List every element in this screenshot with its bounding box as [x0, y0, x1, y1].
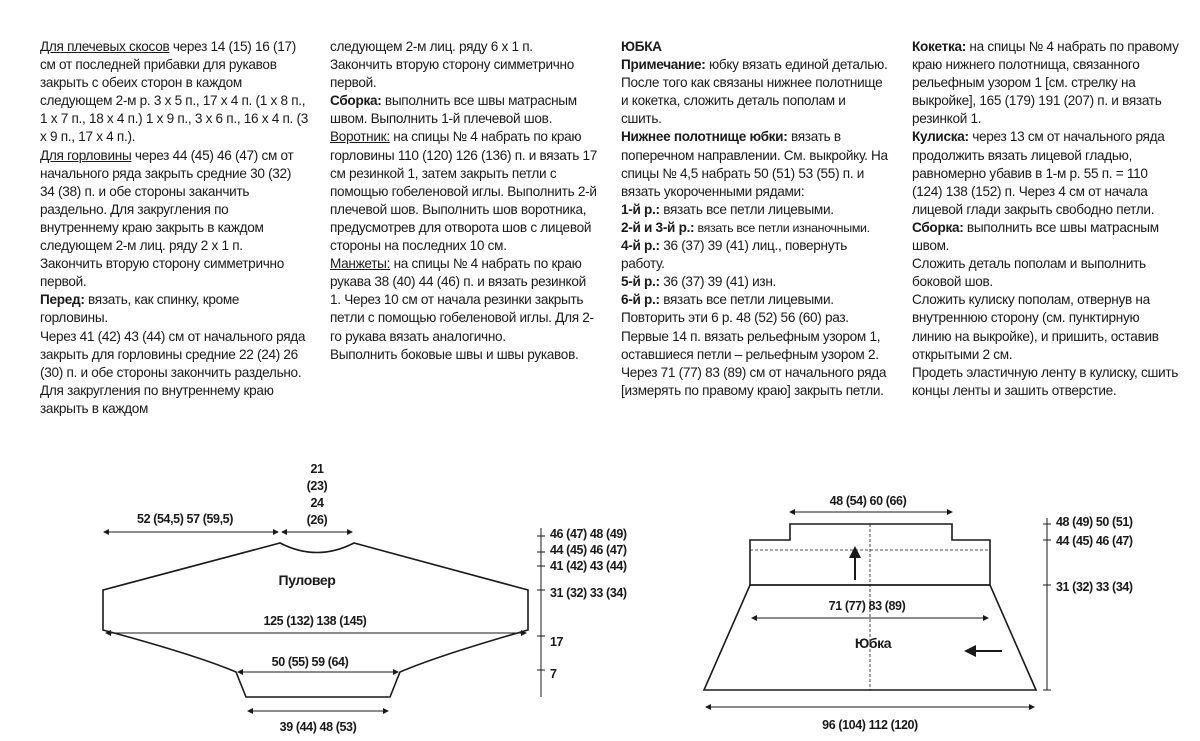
- skirt-diagram: [704, 494, 1133, 732]
- row-label: 4-й р.:: [621, 238, 660, 254]
- row-text: 36 (37) 39 (41) лиц., повернуть работу.: [621, 238, 847, 272]
- paragraph-text: на спицы № 4 набрать по правому краю нижнего полотнища, связанного рельефным узором 1 [см. стрелку на выкройке], 165 (179) 191 (207) п. и вязать резинкой 1.: [912, 39, 1179, 127]
- hem-label: 50 (55) 59 (64): [271, 655, 349, 669]
- row-label: 5-й р.:: [621, 274, 660, 290]
- row-text: вязать все петли лицевыми.: [659, 292, 834, 308]
- height-label: 41 (42) 43 (44): [550, 559, 627, 573]
- skirt-height-label: 31 (32) 33 (34): [1056, 580, 1133, 594]
- half-width-label: 52 (54,5) 57 (59,5): [137, 512, 233, 526]
- paragraph-text: выполнить все швы матрасным швом. Выполнить 1-й плечевой шов.: [330, 93, 577, 127]
- underlined-heading: Манжеты:: [330, 256, 391, 272]
- paragraph-text: юбку вязать единой деталью. После того как связаны нижнее полотнище и кокетка, сложить деталь пополам и сшить.: [621, 57, 888, 127]
- skirt-top-label: 48 (54) 60 (66): [829, 494, 907, 508]
- paragraph-text: через 14 (15) 16 (17) см от последней прибавки для рукавов закрыть с обеих сторон в каждом следующем 2-м р. 3 х 5 п., 17 х 4 п. (1 х 8 п., 1 х 7 п., 18 х 4 п.) 1 х 9 п., 3 х 6 п., 16 х 4 п. (3 х 9 п., 17 х 4 п.).: [40, 39, 308, 145]
- height-label: 17: [550, 635, 564, 649]
- bold-heading: Перед:: [40, 292, 85, 308]
- paragraph-text: на спицы № 4 набрать по краю рукава 38 (40) 44 (46) п. и вязать резинкой 1. Через 10 см от начала резинки закрыть петли с помощью гобеленовой иглы. Для 2-го рукава вязать аналогично.: [330, 256, 594, 344]
- paragraph: Сложить кулиску пополам, отвернув на внутреннюю сторону (см. пунктирную линию на выкройке), и пришить, оставив открытыми 2 см.: [912, 292, 1159, 362]
- height-label: 46 (47) 48 (49): [550, 527, 627, 541]
- skirt-bottom-label: 96 (104) 112 (120): [822, 718, 918, 732]
- paragraph: Выполнить боковые швы и швы рукавов.: [330, 346, 579, 362]
- pullover-title: Пуловер: [278, 572, 336, 588]
- row-label: 6-й р.:: [621, 292, 660, 308]
- bold-heading: Примечание:: [621, 57, 706, 73]
- skirt-mid-label: 71 (77) 83 (89): [828, 599, 906, 613]
- bold-heading: Сборка:: [912, 219, 964, 235]
- paragraph-text: выполнить все швы матрасным швом.: [912, 219, 1159, 254]
- height-label: 7: [550, 667, 557, 681]
- bold-heading: Нижнее полотнище юбки:: [621, 129, 788, 145]
- skirt-height-label: 48 (49) 50 (51): [1056, 515, 1133, 529]
- row-label: 2-й и 3-й р.:: [621, 219, 695, 235]
- paragraph-text: вязать в поперечном направлении. См. выкройку. На спицы № 4,5 набрать 50 (51) 53 (55) п. и вязать укороченными рядами:: [621, 129, 888, 199]
- height-label: 44 (45) 46 (47): [550, 543, 627, 557]
- bold-heading: Сборка:: [330, 93, 382, 109]
- neck-label: (23): [306, 479, 328, 493]
- pullover-diagram: [103, 462, 627, 734]
- row-text: 36 (37) 39 (41) изн.: [659, 274, 777, 290]
- row-label: 1-й р.:: [621, 201, 660, 217]
- neck-label: (26): [306, 513, 328, 527]
- skirt-title: Юбка: [854, 635, 892, 651]
- bottom-label: 39 (44) 48 (53): [279, 720, 357, 734]
- paragraph: следующем 2-м лиц. ряду 6 х 1 п. Закончить вторую сторону симметрично первой.: [330, 39, 574, 91]
- paragraph-text: через 13 см от начального ряда продолжить вязать лицевой гладью, равномерно убавив в 1-м р. 55 п. = 110 (124) 138 (152) п. Через 4 см от начала лицевой глади закрыть свободно петли.: [912, 129, 1165, 217]
- skirt-height-measures: [1043, 518, 1051, 690]
- height-measures: [537, 528, 545, 697]
- height-label: 31 (32) 33 (34): [550, 586, 627, 600]
- paragraph: Через 41 (42) 43 (44) см от начального ряда закрыть для горловины средние 22 (24) 26 (30) п. и обе стороны закончить раздельно. Для закругления по внутреннему краю закрыть в каждом: [40, 328, 306, 416]
- paragraph-text: на спицы № 4 набрать по краю горловины 110 (120) 126 (136) п. и вязать 17 см резинкой 1, затем закрыть петли с помощью гобеленовой иглы. Выполнить 2-й плечевой шов. Выполнить шов воротника, предусмотрев для отворота шов с лицевой стороны на последних 10 см.: [330, 129, 597, 254]
- underlined-heading: Для горловины: [40, 147, 132, 163]
- bold-heading: Кулиска:: [912, 129, 969, 145]
- paragraph-text: через 44 (45) 46 (47) см от начального ряда закрыть средние 30 (32) 34 (38) п. и обе стороны заканчить раздельно. Для закругления по внутреннему краю закрыть в каждом следующем 2-м лиц. ряду 2 х 1 п. Закончить вторую сторону симметрично первой.: [40, 147, 294, 290]
- underlined-heading: Для плечевых скосов: [40, 39, 170, 54]
- paragraph: Через 71 (77) 83 (89) см от начального ряда [измерять по правому краю] закрыть петли.: [621, 364, 887, 398]
- section-heading: ЮБКА: [621, 39, 662, 54]
- paragraph-text: вязать, как спинку, кроме горловины.: [40, 292, 240, 326]
- paragraph: Повторить эти 6 р. 48 (52) 56 (60) раз. Первые 14 п. вязать рельефным узором 1, оставшиеся петли – рельефным узором 2.: [621, 310, 881, 362]
- neck-label: 24: [310, 496, 324, 510]
- paragraph: Сложить деталь пополам и выполнить боковой шов.: [912, 256, 1146, 290]
- row-text: вязать все петли лицевыми.: [659, 201, 834, 217]
- row-text: вязать все петли изнаночными.: [694, 220, 870, 235]
- width-label: 125 (132) 138 (145): [263, 614, 367, 628]
- paragraph: Продеть эластичную ленту в кулиску, сшить концы ленты и зашить отверстие.: [912, 364, 1179, 398]
- underlined-heading: Воротник:: [330, 129, 390, 145]
- skirt-height-label: 44 (45) 46 (47): [1056, 534, 1133, 548]
- bold-heading: Кокетка:: [912, 39, 966, 54]
- neck-label: 21: [310, 462, 324, 476]
